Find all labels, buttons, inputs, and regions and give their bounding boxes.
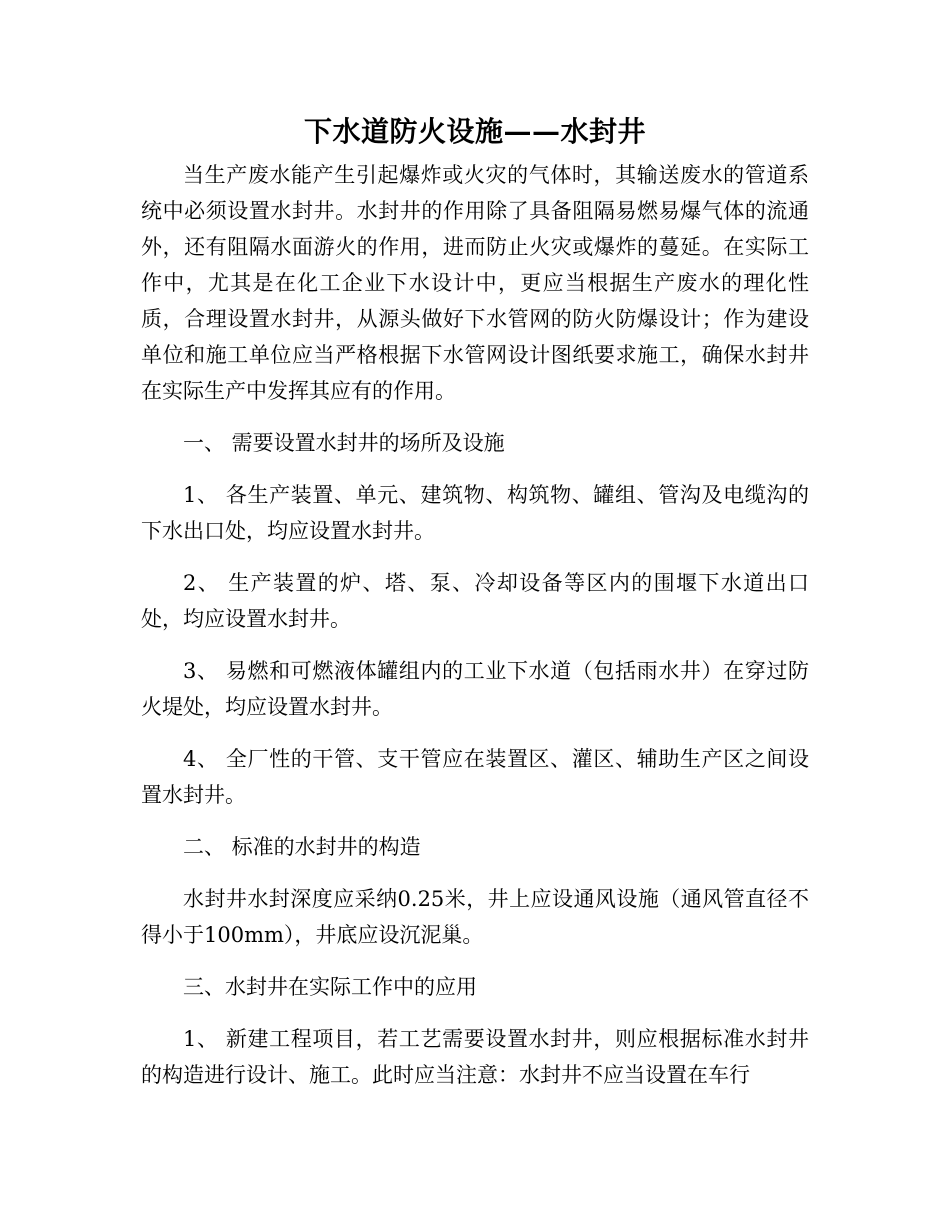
construction-paragraph: 水封井水封深度应采纳0.25米，井上应设通风设施（通风管直径不得小于100mm），井底应设沉泥巢。	[141, 887, 809, 947]
application-paragraph-1: 1、 新建工程项目，若工艺需要设置水封井，则应根据标准水封井的构造进行设计、施工。此时应当注意：水封井不应当设置在车行	[141, 1027, 809, 1087]
list-item-3: 3、 易燃和可燃液体罐组内的工业下水道（包括雨水井）在穿过防火堤处，均应设置水封井。	[141, 659, 809, 719]
section-heading-3: 三、水封井在实际工作中的应用	[183, 975, 477, 999]
document-title: 下水道防火设施——水封井	[303, 115, 646, 148]
section-heading-2: 二、 标准的水封井的构造	[183, 835, 421, 859]
list-item-2: 2、 生产装置的炉、塔、泵、冷却设备等区内的围堰下水道出口处，均应设置水封井。	[141, 571, 809, 631]
list-item-1: 1、 各生产装置、单元、建筑物、构筑物、罐组、管沟及电缆沟的下水出口处，均应设置水封井。	[141, 483, 809, 543]
document-body	[141, 107, 809, 1093]
list-item-4: 4、 全厂性的干管、支干管应在装置区、灌区、辅助生产区之间设置水封井。	[141, 747, 809, 807]
section-heading-1: 一、 需要设置水封井的场所及设施	[183, 431, 505, 455]
intro-paragraph: 当生产废水能产生引起爆炸或火灾的气体时，其输送废水的管道系统中必须设置水封井。水封井的作用除了具备阻隔易燃易爆气体的流通外，还有阻隔水面游火的作用，进而防止火灾或爆炸的蔓延。在实际工作中，尤其是在化工企业下水设计中，更应当根据生产废水的理化性质，合理设置水封井，从源头做好下水管网的防火防爆设计；作为建设单位和施工单位应当严格根据下水管网设计图纸要求施工，确保水封井在实际生产中发挥其应有的作用。	[141, 163, 809, 403]
